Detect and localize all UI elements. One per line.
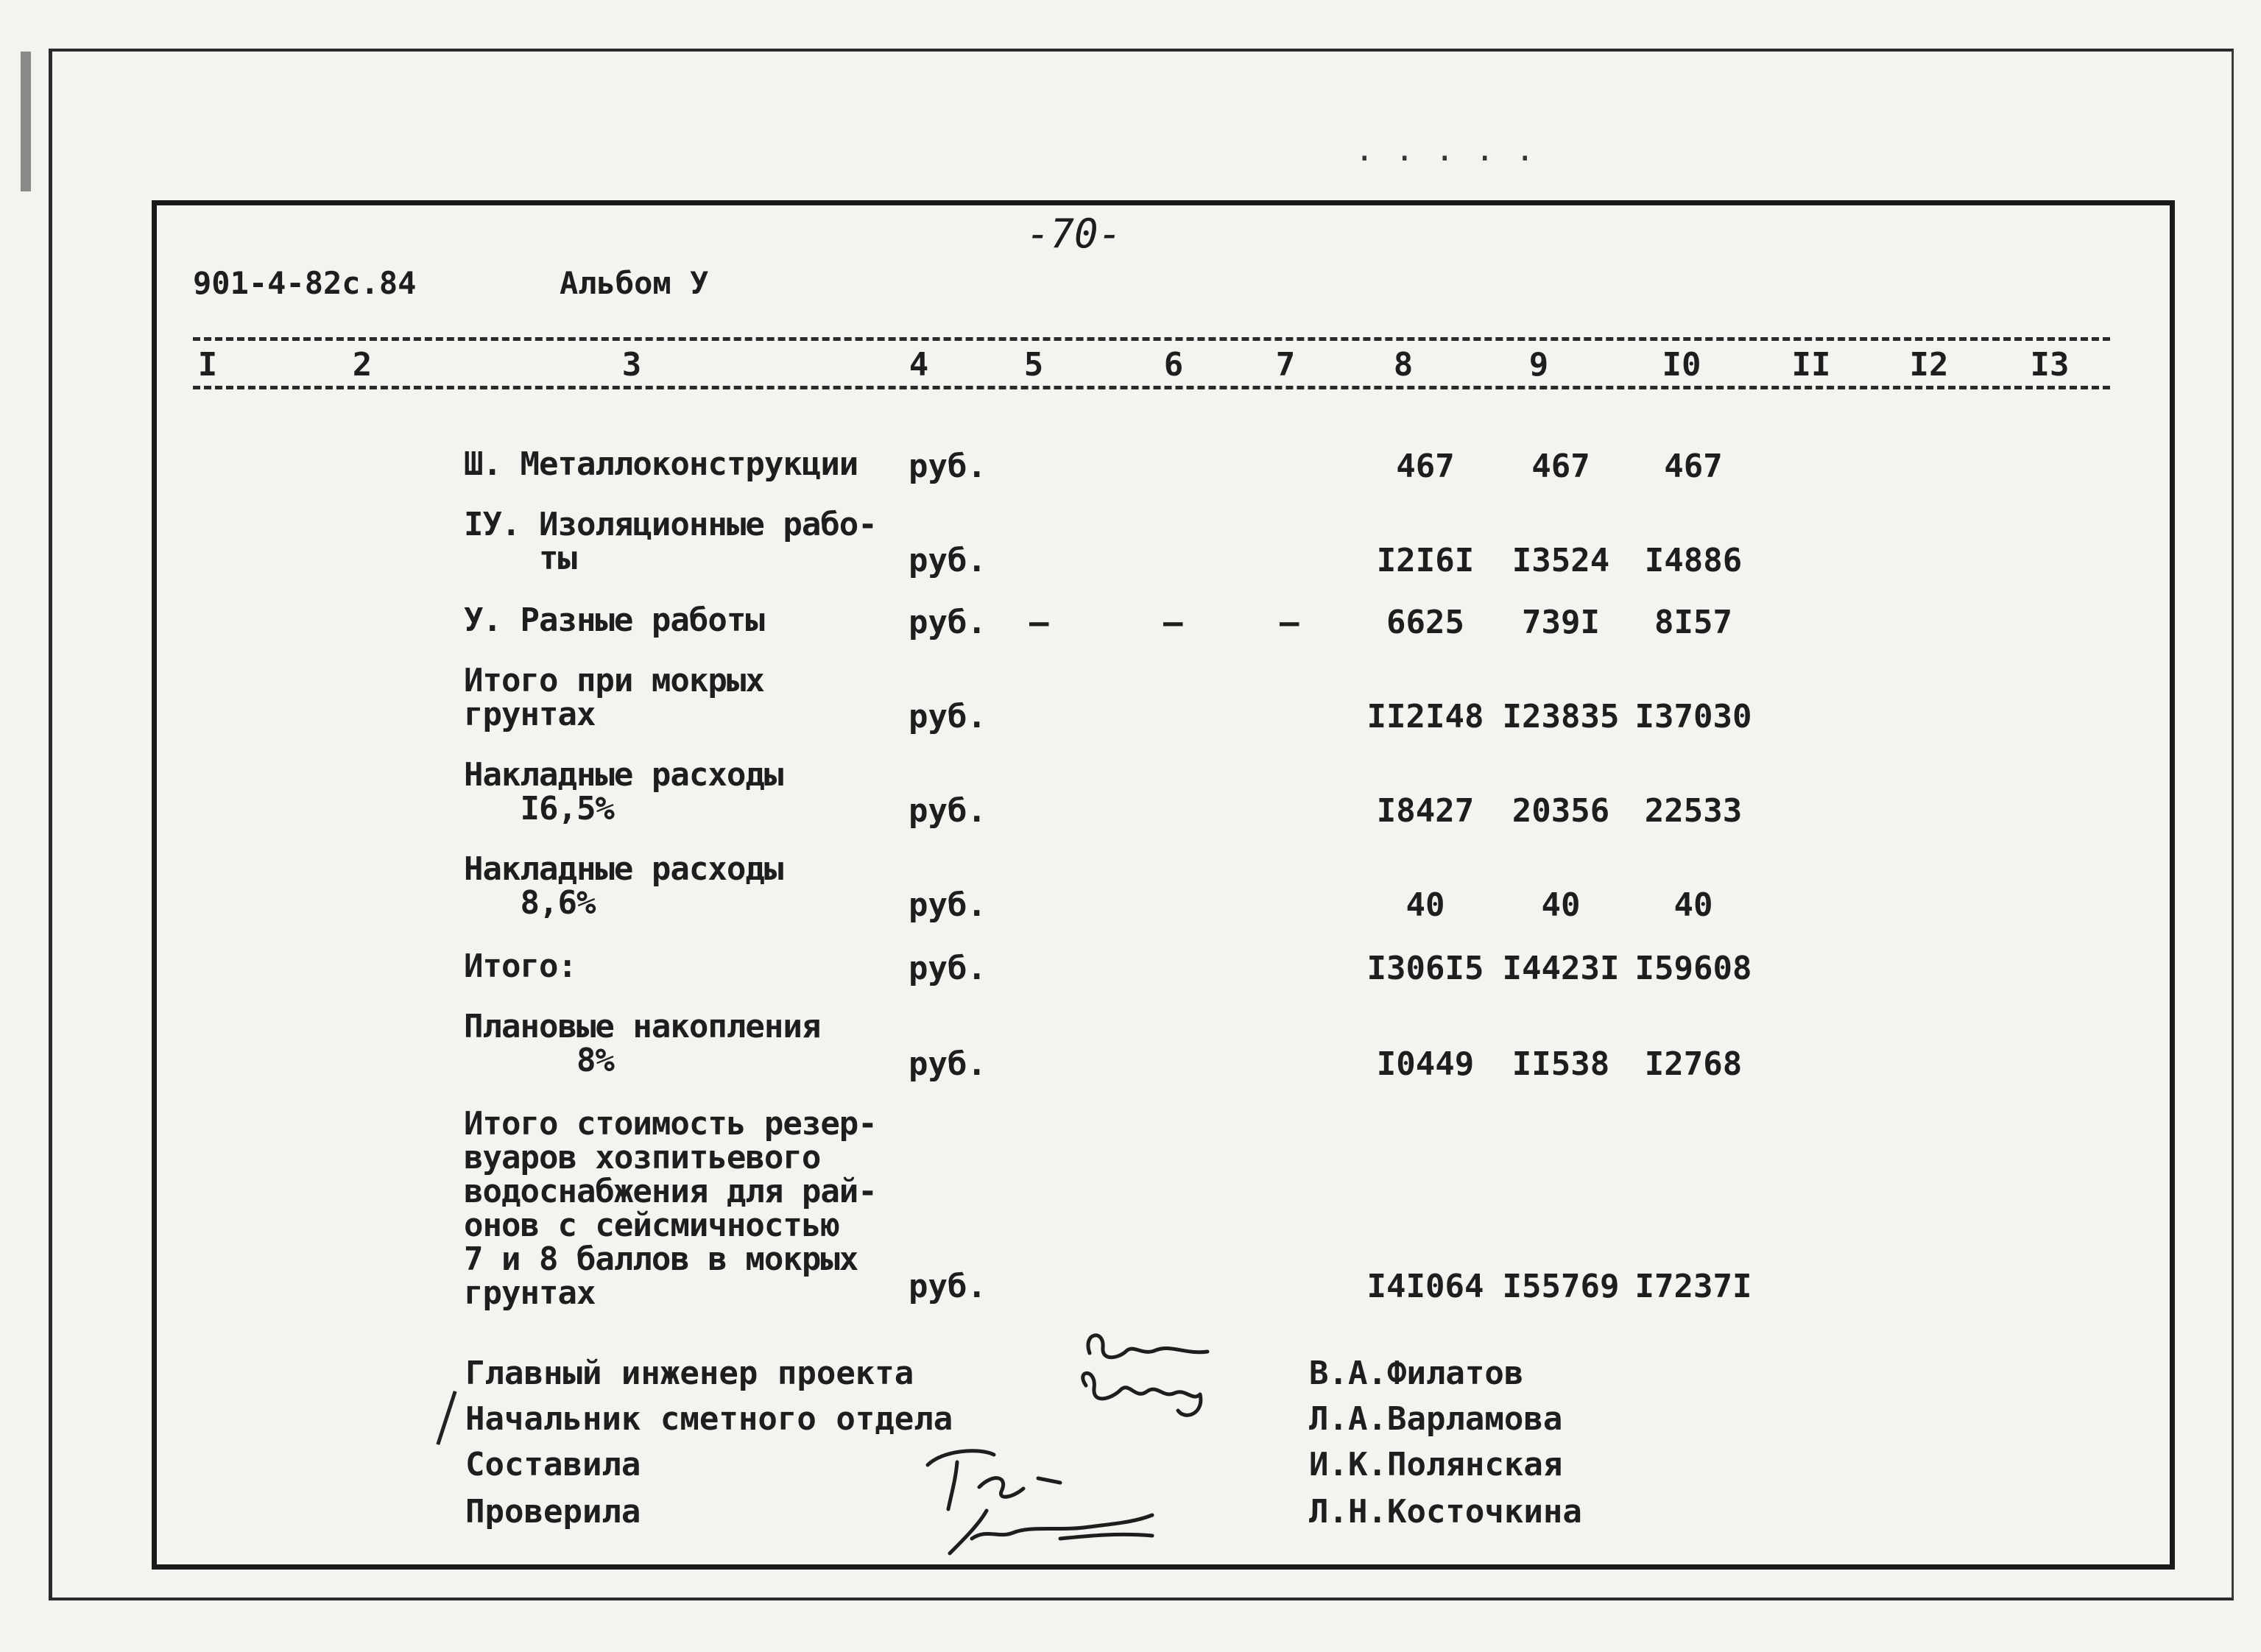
row-label: Накладные расходы I6,5% <box>464 756 783 827</box>
row-label: Итого при мокрых грунтах <box>464 662 764 733</box>
cell-col-9: I4423I <box>1502 950 1620 987</box>
cell-col-8: 6625 <box>1386 604 1464 641</box>
empty-cell-dash: – <box>1163 604 1183 641</box>
cell-col-9: I55769 <box>1502 1268 1620 1305</box>
cell-col-9: 739I <box>1522 604 1600 641</box>
row-label: Итого: <box>464 947 576 985</box>
row-unit: руб. <box>909 698 987 735</box>
column-number: I3 <box>2030 346 2070 384</box>
cell-col-8: I0449 <box>1376 1045 1475 1083</box>
cell-col-8: 40 <box>1405 886 1445 924</box>
cell-col-10: I37030 <box>1634 698 1752 735</box>
empty-cell-dash: – <box>1029 604 1049 641</box>
row-label: Накладные расходы 8,6% <box>464 850 783 922</box>
signature-stroke <box>1038 1478 1060 1483</box>
cell-col-10: 8I57 <box>1654 604 1732 641</box>
signatory-role: Начальник сметного отдела <box>465 1400 953 1438</box>
cell-col-8: I2I6I <box>1376 542 1475 579</box>
cell-col-10: 467 <box>1664 448 1723 485</box>
row-unit: руб. <box>909 886 987 924</box>
cell-col-8: 467 <box>1396 448 1455 485</box>
column-number: I0 <box>1662 346 1701 384</box>
binding-edge-mark <box>21 52 31 191</box>
signature-stroke <box>1083 1373 1201 1415</box>
signatory-role: Главный инженер проекта <box>465 1355 914 1392</box>
cell-col-9: I23835 <box>1502 698 1620 735</box>
column-number: 8 <box>1393 346 1414 384</box>
signature-stroke <box>928 1451 1023 1509</box>
signatory-name: И.К.Полянская <box>1309 1446 1563 1483</box>
signatory-role: Составила <box>465 1446 641 1483</box>
cell-col-9: 40 <box>1541 886 1581 924</box>
cell-col-9: I3524 <box>1512 542 1610 579</box>
row-unit: руб. <box>909 542 987 579</box>
column-number: 3 <box>621 346 642 384</box>
cell-col-10: I4886 <box>1644 542 1743 579</box>
row-unit: руб. <box>909 792 987 830</box>
empty-cell-dash: – <box>1280 604 1299 641</box>
column-number: 4 <box>909 346 929 384</box>
column-number: II <box>1791 346 1831 384</box>
document-code: 901-4-82с.84 <box>193 265 417 301</box>
signature-stroke <box>1088 1335 1207 1358</box>
column-number: 7 <box>1275 346 1296 384</box>
row-unit: руб. <box>909 604 987 641</box>
cell-col-8: I306I5 <box>1366 950 1484 987</box>
column-number: 2 <box>352 346 373 384</box>
signatory-name: Л.Н.Косточкина <box>1309 1493 1582 1531</box>
handwritten-signatures <box>869 1318 1281 1568</box>
signatory-name: Л.А.Варламова <box>1309 1400 1563 1438</box>
signatory-role: Проверила <box>465 1493 641 1531</box>
cell-col-10: 22533 <box>1644 792 1743 830</box>
cell-col-8: I8427 <box>1376 792 1475 830</box>
album-label: Альбом У <box>560 265 709 301</box>
cell-col-10: I7237I <box>1634 1268 1752 1305</box>
signatory-name: В.А.Филатов <box>1309 1355 1524 1392</box>
cell-col-10: I59608 <box>1634 950 1752 987</box>
row-unit: руб. <box>909 1045 987 1083</box>
cell-col-9: II538 <box>1512 1045 1610 1083</box>
column-number: I <box>197 346 218 384</box>
row-label: Ш. Металлоконструкции <box>464 445 858 483</box>
row-label: IУ. Изоляционные рабо- ты <box>464 506 877 577</box>
column-number: I2 <box>1909 346 1949 384</box>
page-number: -70- <box>1026 211 1123 257</box>
row-unit: руб. <box>909 1268 987 1305</box>
cell-col-8: II2I48 <box>1366 698 1484 735</box>
cell-col-8: I4I064 <box>1366 1268 1484 1305</box>
cell-col-10: I2768 <box>1644 1045 1743 1083</box>
column-number: 6 <box>1163 346 1184 384</box>
row-unit: руб. <box>909 950 987 987</box>
column-number: 9 <box>1528 346 1549 384</box>
row-unit: руб. <box>909 448 987 485</box>
row-label: Итого стоимость резер- вуаров хозпитьевого водоснабжения для рай- онов с сейсмичностью 7 и 8 баллов в мокрых грунтах <box>464 1105 877 1312</box>
signature-stroke <box>950 1511 1152 1553</box>
column-header-bottom-rule <box>193 386 2110 389</box>
top-dots: ····· <box>1355 140 1556 177</box>
cell-col-9: 467 <box>1531 448 1590 485</box>
cell-col-9: 20356 <box>1512 792 1610 830</box>
row-label: Плановые накопления 8% <box>464 1008 821 1079</box>
column-number: 5 <box>1023 346 1044 384</box>
column-header-top-rule <box>193 337 2110 341</box>
cell-col-10: 40 <box>1673 886 1713 924</box>
row-label: У. Разные работы <box>464 601 764 639</box>
